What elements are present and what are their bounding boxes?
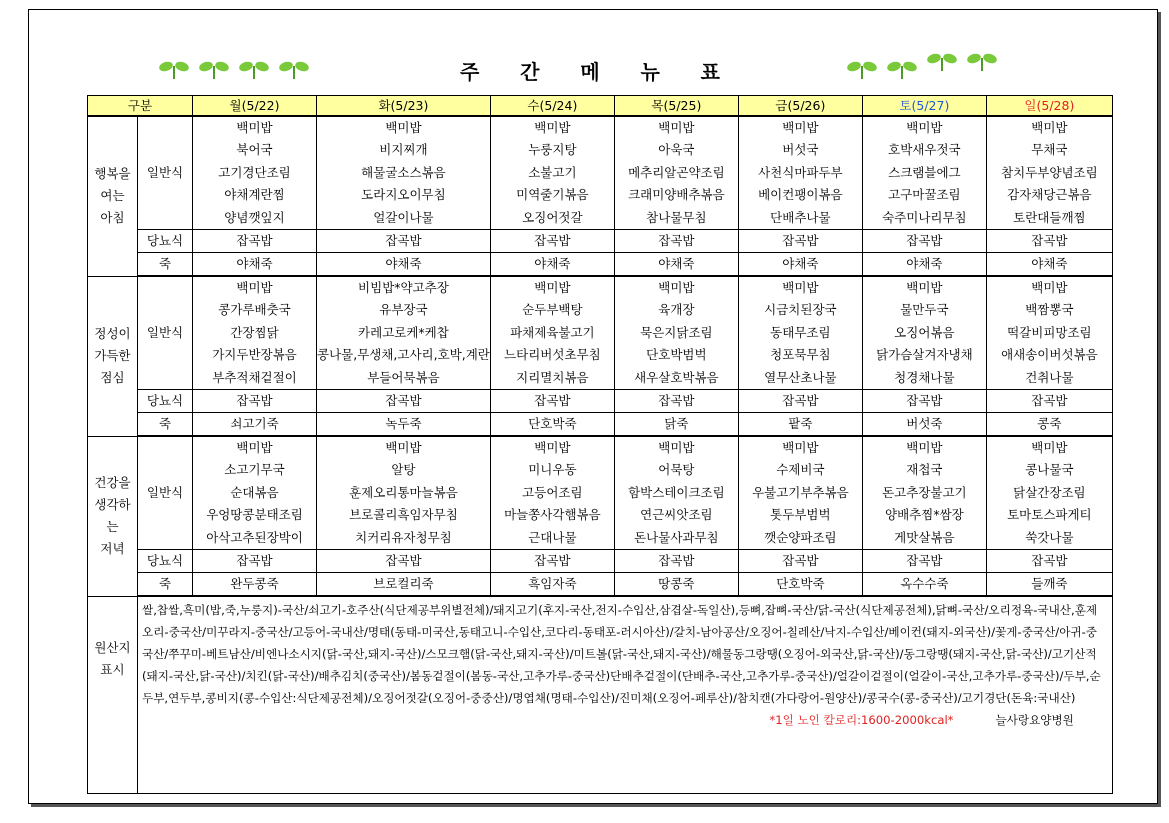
menu-cell (738, 276, 862, 390)
menu-item: 애새송이버섯볶음 (1001, 347, 1098, 363)
menu-item: 비지찌개 (379, 142, 428, 158)
porridge-cell: 야채죽 (193, 253, 317, 277)
menu-cell (317, 116, 491, 230)
porridge-cell: 완두콩죽 (193, 573, 317, 597)
menu-item: 백미밥 (534, 440, 571, 456)
meal-general-row (88, 116, 1113, 230)
diabetic-cell: 잡곡밥 (862, 550, 986, 573)
diabetic-cell: 잡곡밥 (317, 230, 491, 253)
menu-item: 아욱국 (658, 142, 695, 158)
diabetic-cell: 잡곡밥 (862, 390, 986, 413)
title-char: 주 (460, 59, 480, 84)
menu-item: 재첩국 (906, 462, 943, 478)
porridge-cell: 야채죽 (738, 253, 862, 277)
menu-item: 알탕 (391, 462, 416, 478)
menu-item: 간장찜닭 (230, 324, 279, 340)
menu-item: 백미밥 (236, 280, 273, 296)
porridge-cell: 들깨죽 (986, 573, 1112, 597)
porridge-cell: 땅콩죽 (614, 573, 738, 597)
menu-item: 마늘쫑사각햄볶음 (504, 507, 601, 523)
menu-item: 닭가슴살겨자냉채 (876, 347, 973, 363)
diabetic-cell: 잡곡밥 (986, 390, 1112, 413)
menu-cell (986, 436, 1112, 550)
menu-item: 청포묵무침 (770, 347, 831, 363)
meal-name-line: 정성이 (94, 326, 131, 341)
menu-item: 백미밥 (906, 120, 943, 136)
meal-name (88, 436, 138, 596)
menu-item: 단배추나물 (770, 209, 831, 225)
menu-item: 도라지오이무침 (361, 187, 446, 203)
sprout-decoration-left (158, 56, 310, 84)
menu-item: 아삭고추된장박이 (206, 529, 303, 545)
menu-item: 무채국 (1031, 142, 1068, 158)
porridge-cell: 흑임자죽 (490, 573, 614, 597)
menu-item: 메추리알곤약조림 (628, 164, 725, 180)
menu-item: 톳두부범벅 (770, 507, 831, 523)
menu-item: 순대볶음 (230, 484, 279, 500)
menu-item: 돈나물사과무침 (634, 529, 719, 545)
menu-item: 백미밥 (1031, 120, 1068, 136)
menu-item: 닭살간장조림 (1013, 484, 1086, 500)
porridge-cell: 팥죽 (738, 413, 862, 437)
menu-item: 해물굴소스볶음 (361, 164, 446, 180)
sprout-icon (966, 48, 998, 72)
diabetic-cell: 잡곡밥 (614, 230, 738, 253)
menu-item: 백미밥 (782, 440, 819, 456)
menu-item: 브로콜리흑임자무침 (349, 507, 458, 523)
diabetic-cell: 잡곡밥 (738, 390, 862, 413)
menu-item: 백미밥 (658, 440, 695, 456)
menu-item: 호박새우젓국 (888, 142, 961, 158)
porridge-cell: 녹두죽 (317, 413, 491, 437)
porridge-cell: 닭죽 (614, 413, 738, 437)
menu-item: 백미밥 (906, 440, 943, 456)
menu-item: 백미밥 (534, 120, 571, 136)
menu-item: 어묵탕 (658, 462, 695, 478)
origin-details (138, 596, 1113, 793)
menu-item: 소고기무국 (224, 462, 285, 478)
diabetic-cell: 잡곡밥 (614, 550, 738, 573)
meal-porridge-row (88, 413, 1113, 437)
menu-item: 시금치된장국 (764, 302, 837, 318)
menu-cell (490, 276, 614, 390)
meal-name-line: 점심 (100, 370, 125, 385)
category-porridge: 죽 (138, 573, 193, 597)
origin-label-line: 원산지 (94, 639, 131, 655)
category-diabetic: 당뇨식 (138, 550, 193, 573)
menu-table (87, 95, 1113, 794)
diabetic-cell: 잡곡밥 (862, 230, 986, 253)
origin-text: 쌀,찹쌀,흑미(밥,죽,누룽지)-국산/쇠고기-호주산(식단제공부위별전체)/돼지고기(후지-국산,전지-수입산,삼겹살-독일산),등뼈,잡뼈-국산/닭-국산(식단제공전체),닭뼈-국산/오리정육-국내산,훈제오리-중국산/미꾸라지-중국산/고등어-국내산/명태(동태-미국산,동태고니-수입산,코다리-동태포-러시아산)/갈치-남아공산/오징어-칠레산/낙지-수입산/베이컨(돼지-외국산)/꽃게-중국산/아귀-중국산/쭈꾸미-베트남산/비엔나소시지(닭-국산,돼지-국산)/스모크햄(닭-국산,돼지-국산)/미트볼(닭-국산,돼지-국산)/해물동그랑땡(오징어-외국산,닭-국산)/동그랑땡(돼지-국산,닭-국산)/고기산적(돼지-국산,닭-국산)/치킨(닭-국산)/배추김치(중국산)/봄동겉절이(봄동-국산,고추가루-중국산)단배추겉절이(단배추-국산,고추가루-중국산)/얼갈이겉절이(얼갈이-국산,고추가루-중국산)/두부,순두부,연두부,콩비지(콩-수입산:식단제공전체)/오징어젓갈(오징어-중중산)/명엽채(명태-수입산)/진미채(오징어-페루산)/참치캔(가다랑어-원양산)/콩국수(콩-중국산)/고기경단(돈육:국내산) (142, 603, 1101, 705)
menu-item: 유부장국 (379, 302, 428, 318)
sprout-icon (926, 48, 958, 72)
title-char: 간 (520, 59, 540, 84)
menu-cell (614, 436, 738, 550)
meal-diabetic-row (88, 390, 1113, 413)
sprout-icon (278, 56, 310, 80)
menu-item: 콩가루배춧국 (218, 302, 291, 318)
menu-item: 느타리버섯초무침 (504, 347, 601, 363)
division-header: 구분 (88, 96, 193, 117)
menu-item: 스크램블에그 (888, 164, 961, 180)
meal-porridge-row (88, 253, 1113, 277)
menu-item: 백미밥 (385, 440, 422, 456)
diabetic-cell: 잡곡밥 (490, 390, 614, 413)
title-char: 메 (580, 59, 600, 84)
menu-item: 미니우동 (528, 462, 577, 478)
diabetic-cell: 잡곡밥 (986, 230, 1112, 253)
menu-item: 야채계란찜 (224, 187, 285, 203)
menu-item: 열무산초나물 (764, 369, 837, 385)
sprout-decoration-right (846, 56, 998, 84)
origin-label-line: 표시 (100, 661, 125, 677)
menu-item: 사천식마파두부 (758, 164, 843, 180)
menu-cell (862, 276, 986, 390)
menu-item: 백미밥 (534, 280, 571, 296)
meal-name (88, 116, 138, 276)
meal-name-line: 생각하는 (94, 497, 131, 534)
porridge-cell: 단호박죽 (738, 573, 862, 597)
diabetic-cell: 잡곡밥 (490, 550, 614, 573)
day-header-mon: 월(5/22) (193, 96, 317, 117)
sprout-icon (158, 56, 190, 80)
porridge-cell: 야채죽 (986, 253, 1112, 277)
menu-item: 부추적채겉절이 (212, 369, 297, 385)
diabetic-cell: 잡곡밥 (986, 550, 1112, 573)
menu-item: 백미밥 (1031, 280, 1068, 296)
menu-cell (317, 276, 491, 390)
menu-item: 떡갈비피망조림 (1007, 324, 1092, 340)
day-header-thu: 목(5/25) (614, 96, 738, 117)
menu-item: 참치두부양념조림 (1001, 164, 1098, 180)
menu-item: 카레고로케*케찹 (358, 324, 449, 340)
diabetic-cell: 잡곡밥 (738, 230, 862, 253)
day-header-fri: 금(5/26) (738, 96, 862, 117)
menu-item: 육개장 (658, 302, 695, 318)
menu-item: 백미밥 (782, 120, 819, 136)
diabetic-cell: 잡곡밥 (490, 230, 614, 253)
origin-row (88, 596, 1113, 793)
diabetic-cell: 잡곡밥 (193, 230, 317, 253)
menu-cell (490, 116, 614, 230)
menu-item: 백짬뽕국 (1025, 302, 1074, 318)
menu-item: 오징어젓갈 (522, 209, 583, 225)
menu-item: 고구마꿀조림 (888, 187, 961, 203)
category-general: 일반식 (138, 116, 193, 230)
category-porridge: 죽 (138, 253, 193, 277)
menu-item: 고기경단조림 (218, 164, 291, 180)
menu-cell (738, 436, 862, 550)
porridge-cell: 콩죽 (986, 413, 1112, 437)
calorie-note: *1일 노인 칼로리:1600-2000kcal* (769, 713, 954, 727)
menu-item: 건취나물 (1025, 369, 1074, 385)
menu-item: 우불고기부추볶음 (752, 484, 849, 500)
menu-item: 연근씨앗조림 (640, 507, 713, 523)
menu-cell (317, 436, 491, 550)
menu-item: 단호박범벅 (646, 347, 707, 363)
diabetic-cell: 잡곡밥 (317, 390, 491, 413)
porridge-cell: 야채죽 (490, 253, 614, 277)
menu-item: 함박스테이크조림 (628, 484, 725, 500)
menu-item: 콩나물,무생채,고사리,호박,계란 (317, 347, 490, 363)
menu-cell (193, 436, 317, 550)
sprout-icon (198, 56, 230, 80)
menu-cell (490, 436, 614, 550)
menu-item: 소불고기 (528, 164, 577, 180)
menu-item: 게맛살볶음 (894, 529, 955, 545)
menu-item: 근대나물 (528, 529, 577, 545)
sprout-icon (238, 56, 270, 80)
menu-item: 백미밥 (658, 120, 695, 136)
menu-item: 백미밥 (658, 280, 695, 296)
menu-item: 베이컨팽이볶음 (758, 187, 843, 203)
menu-item: 수제비국 (776, 462, 825, 478)
menu-item: 백미밥 (236, 440, 273, 456)
menu-item: 청경채나물 (894, 369, 955, 385)
menu-cell (862, 116, 986, 230)
page-title (460, 56, 720, 84)
meal-name-line: 건강을 (94, 475, 131, 490)
category-general: 일반식 (138, 276, 193, 390)
diabetic-cell: 잡곡밥 (614, 390, 738, 413)
day-header-tue: 화(5/23) (317, 96, 491, 117)
menu-cell (986, 116, 1112, 230)
porridge-cell: 야채죽 (317, 253, 491, 277)
category-diabetic: 당뇨식 (138, 390, 193, 413)
menu-item: 쑥갓나물 (1025, 529, 1074, 545)
menu-item: 파채제육불고기 (510, 324, 595, 340)
meal-name-line: 가득한 (94, 348, 131, 363)
title-char: 뉴 (640, 59, 660, 84)
menu-item: 얼갈이나물 (373, 209, 434, 225)
menu-item: 오징어볶음 (894, 324, 955, 340)
menu-item: 치커리유자청무침 (355, 529, 452, 545)
menu-item: 버섯국 (782, 142, 819, 158)
hospital-name: 늘사랑요양병원 (995, 713, 1074, 727)
menu-item: 비빔밥*약고추장 (358, 280, 449, 296)
day-header-sun: 일(5/28) (986, 96, 1112, 117)
menu-item: 양배추찜*쌈장 (885, 507, 964, 523)
menu-item: 숙주미나리무침 (882, 209, 967, 225)
menu-item: 백미밥 (385, 120, 422, 136)
menu-item: 동태무조림 (770, 324, 831, 340)
category-general: 일반식 (138, 436, 193, 550)
menu-cell (614, 276, 738, 390)
diabetic-cell: 잡곡밥 (193, 550, 317, 573)
menu-item: 감자채당근볶음 (1007, 187, 1092, 203)
menu-item: 콩나물국 (1025, 462, 1074, 478)
meal-name-line: 아침 (100, 210, 125, 226)
menu-item: 미역줄기볶음 (516, 187, 589, 203)
diabetic-cell: 잡곡밥 (738, 550, 862, 573)
sprout-icon (846, 56, 878, 80)
porridge-cell: 단호박죽 (490, 413, 614, 437)
meal-general-row (88, 276, 1113, 390)
menu-item: 가지두반장볶음 (212, 347, 297, 363)
menu-item: 백미밥 (1031, 440, 1068, 456)
meal-general-row (88, 436, 1113, 550)
porridge-cell: 쇠고기죽 (193, 413, 317, 437)
meal-name-line: 여는 (100, 188, 125, 204)
menu-cell (986, 276, 1112, 390)
category-porridge: 죽 (138, 413, 193, 437)
menu-cell (862, 436, 986, 550)
origin-footer (142, 709, 1108, 731)
menu-item: 지리멸치볶음 (516, 369, 589, 385)
menu-item: 묵은지닭조림 (640, 324, 713, 340)
porridge-cell: 야채죽 (614, 253, 738, 277)
meal-name (88, 276, 138, 436)
meal-name-line: 행복을 (94, 166, 131, 182)
menu-cell (738, 116, 862, 230)
title-char: 표 (700, 59, 720, 84)
porridge-cell: 옥수수죽 (862, 573, 986, 597)
meal-diabetic-row (88, 230, 1113, 253)
category-diabetic: 당뇨식 (138, 230, 193, 253)
menu-cell (614, 116, 738, 230)
meal-diabetic-row (88, 550, 1113, 573)
porridge-cell: 야채죽 (862, 253, 986, 277)
menu-item: 크래미양배추볶음 (628, 187, 725, 203)
menu-item: 토란대들깨찜 (1013, 209, 1086, 225)
menu-item: 백미밥 (906, 280, 943, 296)
porridge-cell: 버섯죽 (862, 413, 986, 437)
origin-label (88, 596, 138, 793)
day-header-sat: 토(5/27) (862, 96, 986, 117)
menu-item: 고등어조림 (522, 484, 583, 500)
menu-item: 돈고추장불고기 (882, 484, 967, 500)
menu-item: 백미밥 (782, 280, 819, 296)
menu-item: 토마토스파게티 (1007, 507, 1092, 523)
menu-cell (193, 116, 317, 230)
menu-item: 새우살호박볶음 (634, 369, 719, 385)
menu-item: 훈제오리통마늘볶음 (349, 484, 458, 500)
menu-item: 참나물무침 (646, 209, 707, 225)
menu-item: 백미밥 (236, 120, 273, 136)
menu-item: 양념깻잎지 (224, 209, 285, 225)
porridge-cell: 브로컬리죽 (317, 573, 491, 597)
menu-item: 물만두국 (900, 302, 949, 318)
menu-item: 순두부백탕 (522, 302, 583, 318)
diabetic-cell: 잡곡밥 (193, 390, 317, 413)
meal-porridge-row (88, 573, 1113, 597)
menu-cell (193, 276, 317, 390)
menu-item: 북어국 (236, 142, 273, 158)
menu-item: 부들어묵볶음 (367, 369, 440, 385)
menu-item: 깻순양파조림 (764, 529, 837, 545)
menu-item: 우엉땅콩분태조림 (206, 507, 303, 523)
day-header-wed: 수(5/24) (490, 96, 614, 117)
header-row (88, 96, 1113, 117)
menu-item: 누룽지탕 (528, 142, 577, 158)
meal-name-line: 저녁 (100, 541, 125, 556)
diabetic-cell: 잡곡밥 (317, 550, 491, 573)
sprout-icon (886, 56, 918, 80)
